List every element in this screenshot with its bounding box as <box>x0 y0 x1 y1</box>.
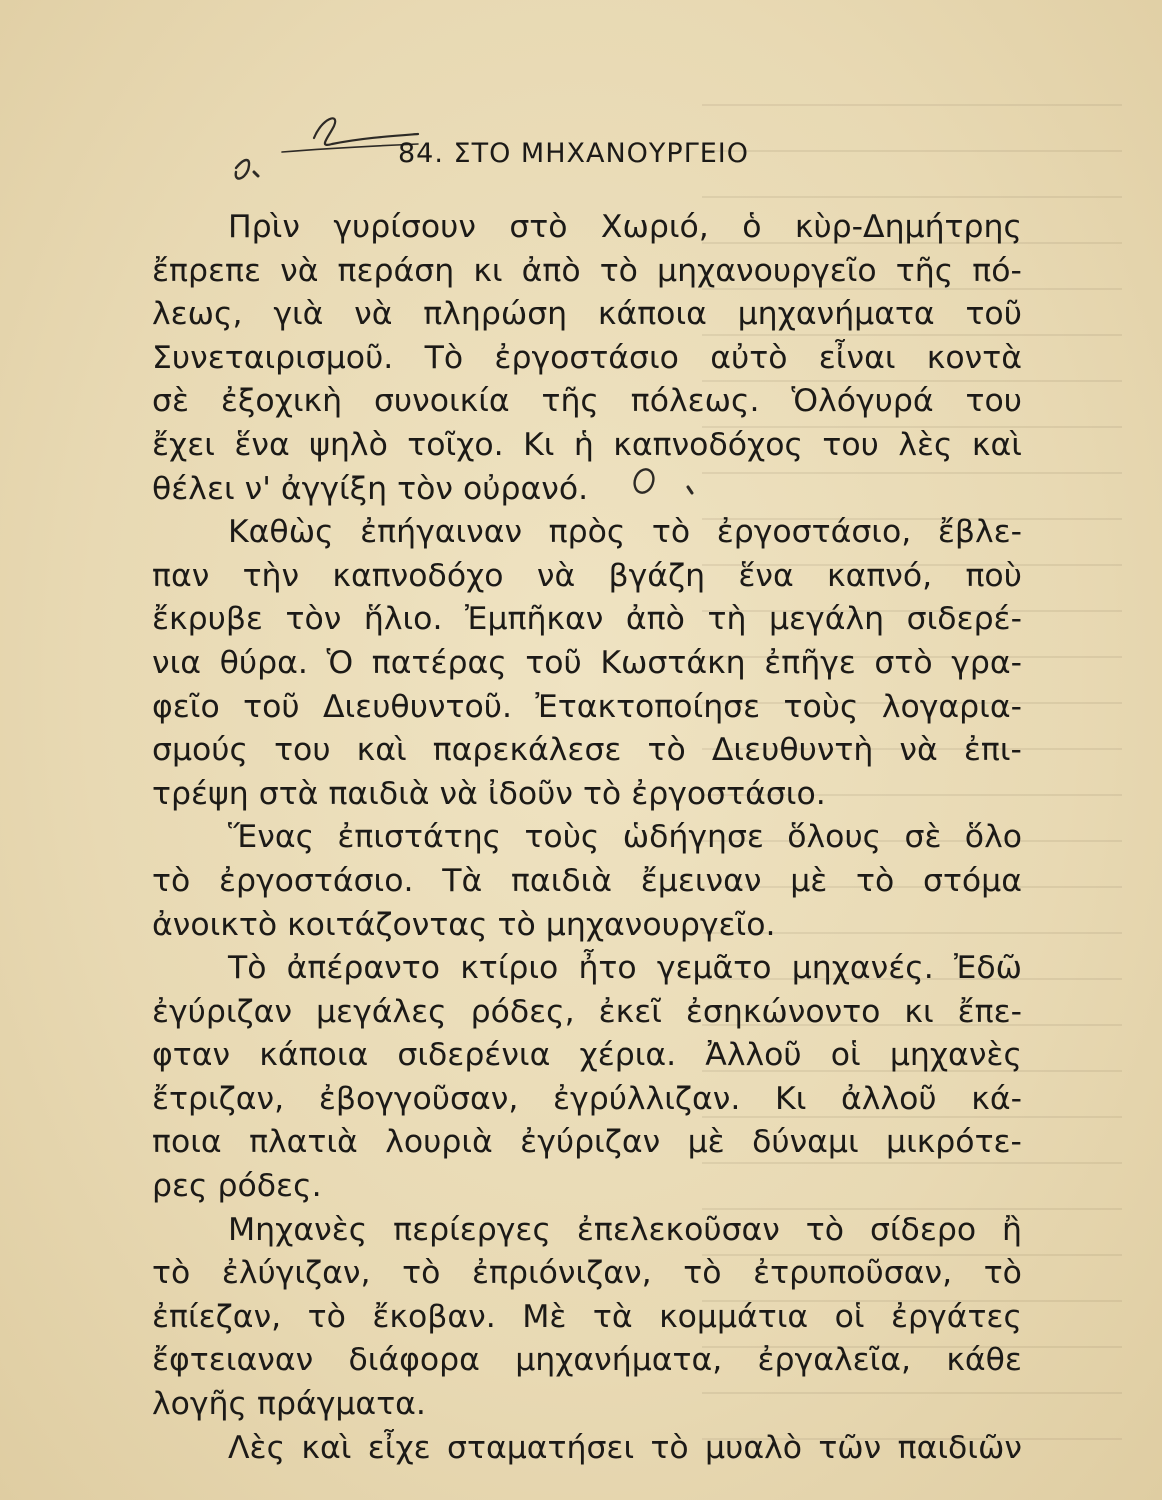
word: ἢ <box>1002 1211 1022 1248</box>
word: τὸ <box>650 1429 689 1466</box>
paragraph <box>152 206 1022 511</box>
word: Συνεταιρισμοῦ. <box>152 339 394 376</box>
word: Μηχανὲς <box>228 1211 368 1248</box>
word: εἶναι <box>818 339 896 376</box>
text-line <box>152 337 1022 381</box>
word: του <box>822 426 879 463</box>
word: Διευθυντοῦ. <box>322 688 512 725</box>
word: ἐτρυποῦσαν, <box>753 1255 953 1292</box>
word: μηχανήματα <box>737 296 935 333</box>
word: ρόδες, <box>470 993 575 1030</box>
word: φταν <box>152 1037 231 1074</box>
word: αὐτὸ <box>710 339 788 376</box>
word: καὶ <box>301 1429 352 1466</box>
word: παιδιὰ <box>510 862 613 899</box>
word: οἱ <box>830 1037 861 1074</box>
word: σὲ <box>152 383 189 420</box>
text-line <box>152 1121 1022 1165</box>
text-line <box>152 686 1022 730</box>
word: κτίριο <box>460 950 559 987</box>
word: κι <box>904 993 934 1030</box>
word: μὲ <box>687 1124 725 1161</box>
word: ἕνα <box>234 426 290 463</box>
word: ἐγύριζαν <box>152 993 293 1030</box>
text-line: ἀνοικτὸ κοιτάζοντας τὸ μηχανουργεῖο. <box>152 906 776 943</box>
word: ἔκοβαν. <box>372 1298 496 1335</box>
word: ἔπρεπε <box>152 252 262 289</box>
word: ἔπε- <box>957 993 1022 1030</box>
word: ἀπὸ <box>521 252 581 289</box>
word: ψηλὸ <box>309 426 388 463</box>
word: τὸ <box>152 1255 191 1292</box>
word: χέρια. <box>579 1037 677 1074</box>
word: Διευθυντὴ <box>711 732 874 769</box>
word: ὁ <box>742 209 762 245</box>
word: ἐπιστάτης <box>337 819 502 856</box>
word: συνοικία <box>373 383 510 420</box>
text-line <box>152 1209 1022 1253</box>
word: οἱ <box>834 1298 865 1335</box>
word: νὰ <box>354 296 393 333</box>
word: ἐργοστάσιο, <box>716 514 912 551</box>
word: σὲ <box>904 819 942 856</box>
text-line <box>152 1034 1022 1078</box>
word: πρὸς <box>548 514 626 551</box>
word: ἐλύγιζαν, <box>221 1255 371 1292</box>
word: περίεργες <box>393 1211 551 1248</box>
text-line <box>152 1078 1022 1122</box>
word: ἔβλε- <box>937 514 1022 551</box>
word: νὰ <box>280 252 319 289</box>
word: μεγάλες <box>316 993 447 1030</box>
word: κά- <box>971 1080 1022 1117</box>
word: βγάζη <box>608 557 706 594</box>
word: μὲ <box>790 862 828 899</box>
word: εἶχε <box>367 1429 431 1466</box>
word: του <box>965 383 1022 420</box>
word: τῆς <box>541 383 599 420</box>
word: πληρώση <box>423 296 568 333</box>
word: Πρὶν <box>228 209 300 245</box>
word: τοῦ <box>965 296 1022 333</box>
word: μηχανές. <box>791 950 934 987</box>
text-line <box>152 816 1022 860</box>
text-line <box>152 991 1022 1035</box>
word: ἔκρυβε <box>152 601 263 638</box>
word: τὸ <box>647 732 686 769</box>
word: τοῦ <box>525 644 582 681</box>
text-line <box>152 424 1022 468</box>
word: ἔτριζαν, <box>152 1080 285 1117</box>
paragraph <box>152 1427 1022 1471</box>
paragraph <box>152 947 1022 1209</box>
paragraph <box>152 1209 1022 1427</box>
word: ἦτο <box>578 950 637 987</box>
paragraph <box>152 816 1022 947</box>
word: ἐργάτες <box>891 1298 1022 1335</box>
word: τὸ <box>805 1211 845 1248</box>
text-line: τρέψη στὰ παιδιὰ νὰ ἰδοῦν τὸ ἐργοστάσιο. <box>152 775 826 812</box>
word: ἐπήγαιναν <box>360 514 523 551</box>
word: Ἐτακτοποίησε <box>535 688 761 725</box>
word: μικρότε- <box>886 1124 1022 1161</box>
word: κάποια <box>259 1037 369 1074</box>
word: του <box>274 732 331 769</box>
text-line: θέλει ν' ἀγγίξη τὸν οὐρανό. <box>152 470 589 507</box>
word: λεως, <box>152 296 243 333</box>
word: ἐπριόνιζαν, <box>471 1255 652 1292</box>
word: σταματήσει <box>447 1429 635 1466</box>
word: σίδερο <box>869 1211 977 1248</box>
word: Ἀλλοῦ <box>705 1037 802 1074</box>
word: περάση <box>337 252 455 289</box>
word: κι <box>473 252 503 289</box>
word: θύρα. <box>219 644 308 681</box>
word: τὸ <box>983 1255 1022 1292</box>
word: Ὁ <box>326 644 354 681</box>
text-line <box>152 729 1022 773</box>
word: ἐσηκώνοντο <box>685 993 881 1030</box>
word: ἐγύριζαν <box>520 1124 661 1161</box>
word: ἐπῆγε <box>764 644 856 681</box>
word: Τὰ <box>442 862 483 899</box>
word: τὸ <box>152 862 191 899</box>
word: ἀπὸ <box>625 601 685 638</box>
paragraph <box>152 511 1022 816</box>
word: στὸ <box>874 644 933 681</box>
text-line <box>152 947 1022 991</box>
word: ὡδήγησε <box>622 819 764 856</box>
word: ἐπίεζαν, <box>152 1298 282 1335</box>
word: πλατιὰ <box>249 1124 358 1161</box>
word: ἐργοστάσιο. <box>218 862 414 899</box>
word: τοῖχο. <box>407 426 504 463</box>
pencil-scribble-mark <box>222 108 422 188</box>
text-line <box>152 293 1022 337</box>
word: Ἕνας <box>228 819 315 856</box>
word: ἐγρύλλιζαν. <box>553 1080 741 1117</box>
word: ἔχει <box>152 426 215 463</box>
word: σιδερέ- <box>906 601 1022 638</box>
text-line <box>152 1427 1022 1471</box>
word: μεγάλη <box>768 601 885 638</box>
word: τὸ <box>307 1298 346 1335</box>
word: μυαλὸ <box>705 1429 802 1466</box>
word: κάθε <box>946 1342 1022 1379</box>
word: λογαρια- <box>881 688 1022 725</box>
chapter-body <box>152 206 1022 1470</box>
word: διάφορα <box>348 1342 480 1379</box>
text-line <box>152 380 1022 424</box>
word: λὲς <box>898 426 953 463</box>
word: στόμα <box>922 862 1022 899</box>
word: σμούς <box>152 732 248 769</box>
word: καπνοδόχο <box>332 557 504 594</box>
word: Ἐμπῆκαν <box>465 601 604 638</box>
word: τὸ <box>402 1255 441 1292</box>
word: ποὺ <box>965 557 1022 594</box>
word: καπνό, <box>827 557 933 594</box>
word: τῶν <box>818 1429 882 1466</box>
word: γιὰ <box>273 296 324 333</box>
word: Κι <box>775 1080 807 1117</box>
text-line <box>152 555 1022 599</box>
word: τῆς <box>895 252 954 289</box>
word: τὸ <box>651 514 691 551</box>
word: μηχανήματα, <box>515 1342 723 1379</box>
word: γυρίσουν <box>333 209 476 245</box>
word: ἐπελεκοῦσαν <box>576 1211 780 1248</box>
text-line <box>152 1252 1022 1296</box>
word: Κι <box>523 426 555 463</box>
word: Τὸ <box>424 339 464 376</box>
word: πό- <box>972 252 1022 289</box>
text-line <box>152 860 1022 904</box>
word: ἔφτειαναν <box>152 1342 314 1379</box>
word: καὶ <box>971 426 1022 463</box>
word: Ἐδῶ <box>953 950 1022 987</box>
word: ἀλλοῦ <box>841 1080 937 1117</box>
word: πόλεως. <box>630 383 760 420</box>
word: νὰ <box>536 557 576 594</box>
word: Κωστάκη <box>600 644 746 681</box>
word: ἐξοχικὴ <box>220 383 343 420</box>
word: παν <box>152 557 210 594</box>
word: τὸ <box>683 1255 722 1292</box>
word: τὴ <box>707 601 747 638</box>
word: στὸ <box>509 209 568 245</box>
word: παιδιῶν <box>897 1429 1022 1466</box>
word: πατέρας <box>371 644 507 681</box>
word: Λὲς <box>228 1429 286 1466</box>
word: ἥλιο. <box>363 601 443 638</box>
word: γεμᾶτο <box>656 950 772 987</box>
word: ἔμειναν <box>640 862 762 899</box>
word: τὰ <box>592 1298 633 1335</box>
word: ἡ <box>573 426 594 463</box>
pencil-circle-mark <box>630 465 710 501</box>
word: κομμάτια <box>659 1298 809 1335</box>
text-line <box>152 598 1022 642</box>
text-line <box>152 1339 1022 1383</box>
word: γρα- <box>951 644 1022 681</box>
word: παρεκάλεσε <box>432 732 622 769</box>
word: ἐργαλεῖα, <box>757 1342 912 1379</box>
word: φεῖο <box>152 688 220 725</box>
text-line <box>152 642 1022 686</box>
word: τὴν <box>242 557 300 594</box>
word: μηχανὲς <box>889 1037 1022 1074</box>
word: ἐβογγοῦσαν, <box>318 1080 519 1117</box>
word: μηχανουργεῖο <box>657 252 877 289</box>
word: νια <box>152 644 202 681</box>
word: καπνοδόχος <box>613 426 803 463</box>
word: σιδερένια <box>397 1037 551 1074</box>
word: κὺρ-Δημήτρης <box>794 209 1022 245</box>
word: ἐργοστάσιο <box>494 339 679 376</box>
word: τὸ <box>599 252 638 289</box>
text-line <box>152 250 1022 294</box>
word: τοὺς <box>524 819 600 856</box>
word: δύναμι <box>752 1124 859 1161</box>
word: κάποια <box>597 296 707 333</box>
word: κοντὰ <box>926 339 1022 376</box>
word: τὸ <box>856 862 895 899</box>
word: τὸν <box>285 601 342 638</box>
word: καὶ <box>356 732 407 769</box>
text-line: ρες ρόδες. <box>152 1168 322 1205</box>
word: ἕνα <box>738 557 794 594</box>
word: νὰ <box>899 732 938 769</box>
word: ὅλο <box>964 819 1022 856</box>
word: ἐπι- <box>963 732 1022 769</box>
word: Μὲ <box>522 1298 567 1335</box>
word: τοὺς <box>783 688 859 725</box>
text-line: λογῆς πράγματα. <box>152 1386 426 1423</box>
word: ὅλους <box>787 819 882 856</box>
word: ποια <box>152 1124 222 1161</box>
text-line <box>152 1296 1022 1340</box>
text-line <box>152 206 1022 250</box>
word: τοῦ <box>243 688 300 725</box>
word: Τὸ <box>228 950 267 987</box>
word: Καθὼς <box>228 514 334 551</box>
text-line <box>152 511 1022 555</box>
chapter-heading: 84. ΣΤΟ ΜΗΧΑΝΟΥΡΓΕΙΟ <box>398 138 750 169</box>
word: Χωριό, <box>600 209 709 245</box>
word: λουριὰ <box>385 1124 493 1161</box>
word: ἐκεῖ <box>598 993 662 1030</box>
word: Ὁλόγυρά <box>791 383 934 420</box>
word: ἀπέραντο <box>286 950 441 987</box>
